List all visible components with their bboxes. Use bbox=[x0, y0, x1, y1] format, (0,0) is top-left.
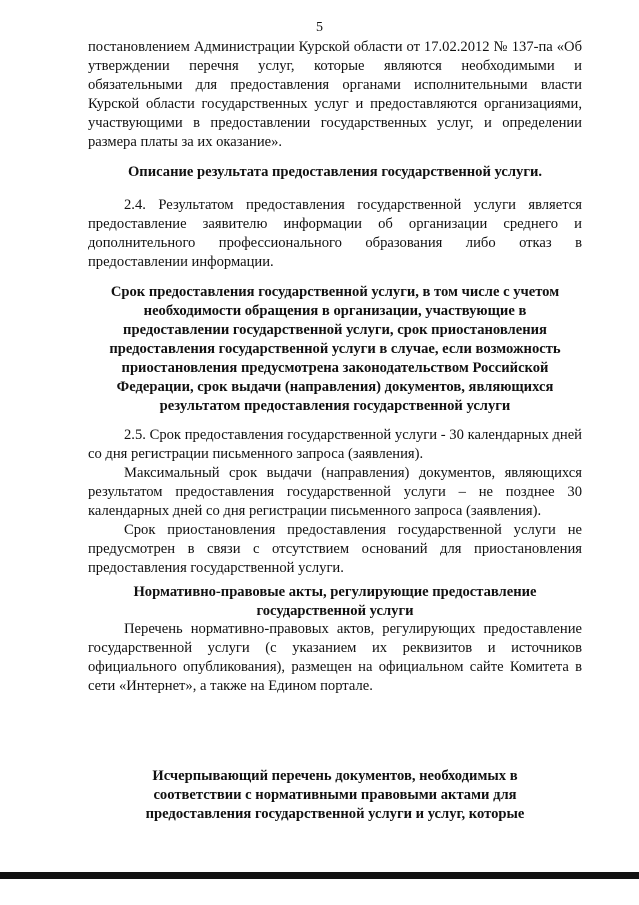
term-paragraph-3: Срок приостановления предоставления государственной услуги не предусмотрен в связи с отсутствием оснований для приостановления предоставления государственной услуги. bbox=[88, 522, 582, 576]
term-section bbox=[100, 283, 570, 416]
result-heading: Описание результата предоставления государственной услуги. bbox=[127, 164, 543, 180]
acts-body bbox=[88, 620, 582, 696]
term-paragraph-1: 2.5. Срок предоставления государственной услуги - 30 календарных дней со дня регистрации письменного запроса (заявления). bbox=[88, 427, 582, 462]
page-number: 5 bbox=[316, 20, 323, 35]
term-heading: Срок предоставления государственной услуги, в том числе с учетом необходимости обращения в организации, участвующие в предоставлении государственной услуги, срок приостановления предоставления государственной услуги в случае, если возможность приостановления предусмотрена законодательством Российской Федерации, срок выдачи (направления) документов, являющихся результатом предоставления государственной услуги bbox=[109, 284, 561, 414]
term-paragraph-2: Максимальный срок выдачи (направления) документов, являющихся результатом предоставления государственной услуги – не позднее 30 календарных дней со дня регистрации письменного запроса (заявления). bbox=[88, 465, 582, 519]
intro-paragraph: постановлением Администрации Курской области от 17.02.2012 № 137-па «Об утверждении перечня услуг, которые являются необходимыми и обязательными для предоставления органами исполнительными власти Курской области государственных услуг и предоставляются организациями, участвующими в предоставлении государственных услуг, и определении размера платы за их оказание». bbox=[88, 39, 582, 150]
documents-heading: Исчерпывающий перечень документов, необходимых в соответствии с нормативными правовыми актами для предоставления государственной услуги и услуг, которые bbox=[145, 768, 525, 822]
term-body bbox=[88, 426, 582, 578]
scan-edge-bar bbox=[0, 872, 639, 879]
acts-paragraph: Перечень нормативно-правовых актов, регулирующих предоставление государственной услуги (с указанием их реквизитов и источников официального опубликования), размещен на официальном сайте Комитета в сети «Интернет», а также на Едином портале. bbox=[88, 621, 582, 694]
result-paragraph: 2.4. Результатом предоставления государственной услуги является предоставление заявителю информации об организации среднего и дополнительного профессионального образования либо отказ в предоставлении информации. bbox=[88, 197, 582, 270]
result-section bbox=[88, 163, 582, 182]
result-body bbox=[88, 196, 582, 272]
documents-section bbox=[130, 767, 540, 824]
intro-block bbox=[88, 38, 582, 152]
acts-section bbox=[110, 583, 560, 621]
acts-heading: Нормативно-правовые акты, регулирующие предоставление государственной услуги bbox=[133, 584, 537, 619]
